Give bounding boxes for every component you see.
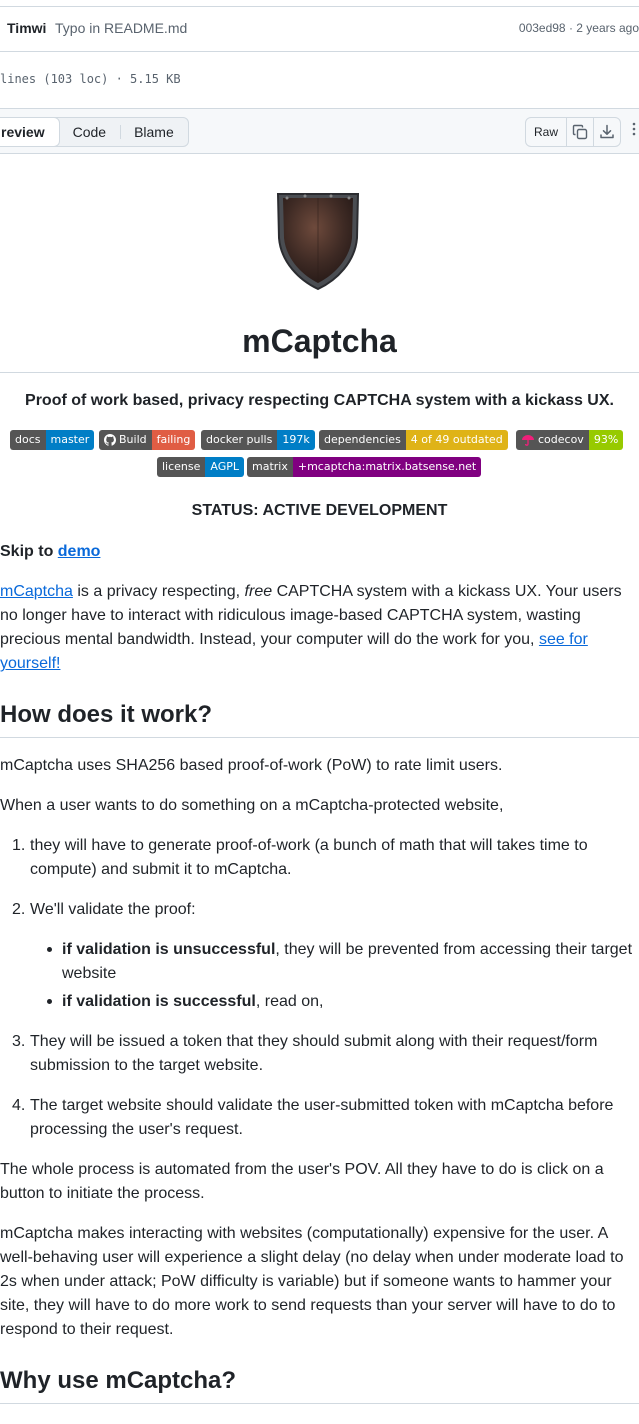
- skip-line: [0, 540, 639, 564]
- badge-docker-value: 197k: [277, 430, 314, 450]
- view-tabs: [0, 117, 189, 147]
- sub-item-text: , they will be prevented from accessing their target website: [62, 941, 633, 982]
- intro-text-1: is a privacy respecting,: [72, 583, 245, 600]
- tab-blame[interactable]: Blame: [120, 118, 188, 146]
- badge-license-label: license: [157, 457, 205, 477]
- tab-preview[interactable]: review: [0, 117, 60, 147]
- list-item: They will be issued a token that they should submit along with their request/form submission to the target website.: [30, 1033, 598, 1074]
- commit-divider: [0, 51, 639, 52]
- top-divider: [0, 6, 639, 7]
- badge-build-value: failing: [152, 430, 196, 450]
- bullet: [47, 999, 52, 1004]
- badge-license[interactable]: [157, 457, 244, 477]
- skip-prefix: Skip to: [0, 543, 58, 560]
- intro-text-2: CAPTCHA system with a kickass UX. Your users no longer have to interact with ridiculous image-based CAPTCHA system, wasting precious mental bandwidth. Instead, your computer will do the work for you,: [0, 583, 622, 648]
- kebab-icon[interactable]: [631, 121, 637, 137]
- list-item: they will have to generate proof-of-work (a bunch of math that will takes time to compute) and submit it to mCaptcha.: [30, 837, 588, 878]
- mcaptcha-link[interactable]: mCaptcha: [0, 583, 73, 600]
- badge-docker[interactable]: [201, 430, 315, 450]
- badge-docker-label: docker pulls: [201, 430, 277, 450]
- copy-icon: [572, 124, 588, 140]
- badge-build[interactable]: [99, 430, 195, 450]
- commit-separator: ·: [565, 21, 577, 35]
- heading-divider: [0, 737, 639, 738]
- status-line: STATUS: ACTIVE DEVELOPMENT: [191, 502, 448, 519]
- badge-codecov-left: [516, 430, 589, 450]
- commit-author[interactable]: Timwi: [7, 20, 47, 36]
- heading-divider: [0, 1403, 639, 1404]
- paragraph-when: When a user wants to do something on a mCaptcha-protected website,: [0, 797, 504, 814]
- commit-message[interactable]: Typo in README.md: [55, 20, 188, 36]
- step-number: 1.: [12, 837, 26, 854]
- sub-item-bold: if validation is unsuccessful: [62, 941, 276, 958]
- list-item: [62, 938, 637, 986]
- umbrella-icon: [521, 434, 535, 446]
- step-number: 2.: [12, 901, 26, 918]
- title-divider: [0, 372, 639, 373]
- paragraph-expensive: mCaptcha makes interacting with websites (computationally) expensive for the user. A well-behaving user will experience a slight delay (no delay when under moderate load to 2s when under attack; PoW difficulty is variable) but if someone wants to hammer your site, they will have to do more work to send requests than your server will have to do to respond to their request.: [0, 1225, 624, 1338]
- tab-code[interactable]: Code: [72, 124, 107, 140]
- badge-docs[interactable]: [10, 430, 94, 450]
- badge-matrix-label: matrix: [247, 457, 293, 477]
- file-toolbar: [0, 109, 639, 153]
- badge-dependencies-value: 4 of 49 outdated: [406, 430, 508, 450]
- badge-dependencies[interactable]: [319, 430, 508, 450]
- step-number: 4.: [12, 1097, 26, 1114]
- commit-hash[interactable]: 003ed98: [518, 21, 566, 35]
- download-icon: [599, 124, 615, 140]
- step-number: 3.: [12, 1033, 26, 1050]
- heading-how-it-works: How does it work?: [0, 701, 213, 728]
- file-actions: [525, 117, 621, 147]
- see-for-yourself-link[interactable]: see for yourself!: [0, 631, 588, 672]
- badge-codecov-value: 93%: [589, 430, 623, 450]
- paragraph-sha: mCaptcha uses SHA256 based proof-of-work (PoW) to rate limit users.: [0, 757, 503, 774]
- list-item: The target website should validate the user-submitted token with mCaptcha before processing the user's request.: [30, 1097, 614, 1138]
- paragraph-automated: The whole process is automated from the user's POV. All they have to do is click on a button to initiate the process.: [0, 1161, 604, 1202]
- badge-build-label: Build: [119, 433, 147, 446]
- bullet: [47, 947, 52, 952]
- intro-paragraph: [0, 580, 639, 676]
- shield-logo-icon: [275, 190, 361, 292]
- badge-license-value: AGPL: [205, 457, 244, 477]
- demo-link[interactable]: demo: [57, 543, 101, 560]
- commit-age: 2 years ago: [576, 21, 639, 35]
- readme-title: mCaptcha: [242, 323, 397, 359]
- sub-item-bold: if validation is successful: [62, 993, 256, 1010]
- sub-item-text: , read on,: [255, 993, 324, 1010]
- badge-matrix[interactable]: [247, 457, 481, 477]
- badge-matrix-value: +mcaptcha:matrix.batsense.net: [293, 457, 481, 477]
- heading-why-use: Why use mCaptcha?: [0, 1367, 237, 1394]
- download-button[interactable]: [593, 118, 620, 146]
- github-icon: [104, 434, 116, 446]
- file-info: lines (103 loc) · 5.15 KB: [0, 72, 181, 86]
- badge-docs-label: docs: [10, 430, 46, 450]
- list-item: [62, 990, 637, 1014]
- badge-build-left: [99, 430, 152, 450]
- badge-docs-value: master: [46, 430, 95, 450]
- intro-emphasis: free: [244, 583, 273, 600]
- toolbar-bottom-divider: [0, 153, 639, 154]
- commit-meta: [519, 21, 639, 35]
- copy-raw-button[interactable]: [566, 118, 593, 146]
- badge-codecov-label: codecov: [538, 433, 584, 446]
- raw-button[interactable]: Raw: [533, 125, 558, 139]
- list-item: We'll validate the proof:: [30, 901, 196, 918]
- badge-dependencies-label: dependencies: [319, 430, 406, 450]
- tagline: Proof of work based, privacy respecting CAPTCHA system with a kickass UX.: [25, 392, 614, 409]
- badge-codecov[interactable]: [516, 430, 623, 450]
